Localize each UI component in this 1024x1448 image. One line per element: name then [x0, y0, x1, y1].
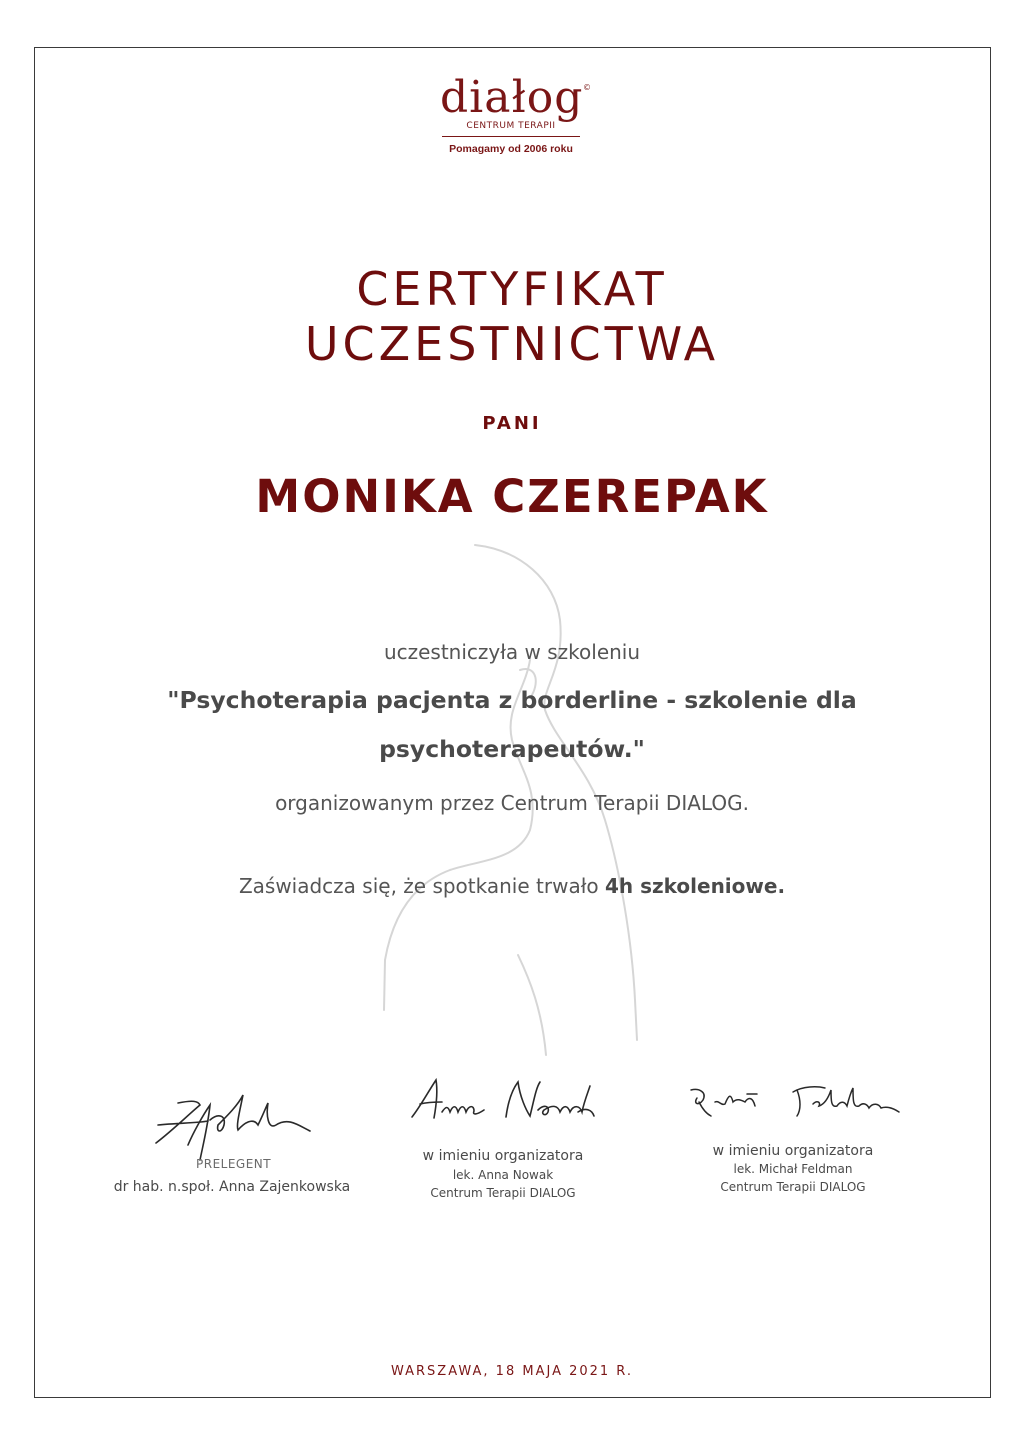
course-title-line-2: psychoterapeutów.": [379, 735, 645, 763]
signature-3-name: lek. Michał Feldman: [733, 1162, 853, 1176]
logo-divider: [442, 136, 580, 137]
organizer-text: organizowanym przez Centrum Terapii DIALOG.: [275, 791, 749, 815]
logo-subtitle: CENTRUM TERAPII: [466, 121, 556, 131]
signature-1-role: PRELEGENT: [196, 1157, 272, 1171]
signature-3-role: w imieniu organizatora: [712, 1143, 874, 1159]
recipient-name: MONIKA CZEREPAK: [255, 470, 769, 523]
title-line-2: UCZESTNICTWA: [304, 317, 720, 372]
place-and-date: WARSZAWA, 18 MAJA 2021 R.: [390, 1364, 634, 1379]
dialog-logo: [440, 72, 591, 160]
course-title-line-1: "Psychoterapia pacjenta z borderline - szkolenie dla: [167, 686, 857, 714]
participation-text: uczestniczyła w szkoleniu: [383, 640, 641, 664]
signature-2-org: Centrum Terapii DIALOG: [430, 1186, 576, 1200]
certificate-title: [0, 262, 1024, 372]
duration-prefix: Zaświadcza się, że spotkanie trwało: [238, 874, 605, 898]
salutation: PANI: [482, 413, 542, 434]
title-line-1: CERTYFIKAT: [356, 262, 668, 316]
logo-wordmark: diałog: [440, 72, 584, 123]
course-title: [0, 676, 1024, 774]
signature-2-role: w imieniu organizatora: [422, 1148, 584, 1164]
signature-1-name: dr hab. n.społ. Anna Zajenkowska: [113, 1179, 351, 1195]
signature-feldman: [685, 1080, 905, 1125]
duration-value: 4h szkoleniowe.: [604, 874, 786, 898]
signature-nowak: [408, 1072, 598, 1132]
signature-3-org: Centrum Terapii DIALOG: [720, 1180, 866, 1194]
signature-2-name: lek. Anna Nowak: [452, 1168, 554, 1182]
logo-tagline: Pomagamy od 2006 roku: [449, 143, 573, 155]
duration-statement: [0, 874, 1024, 898]
signature-zajenkowska: [148, 1085, 318, 1165]
logo-copyright-mark: ©: [583, 83, 591, 92]
